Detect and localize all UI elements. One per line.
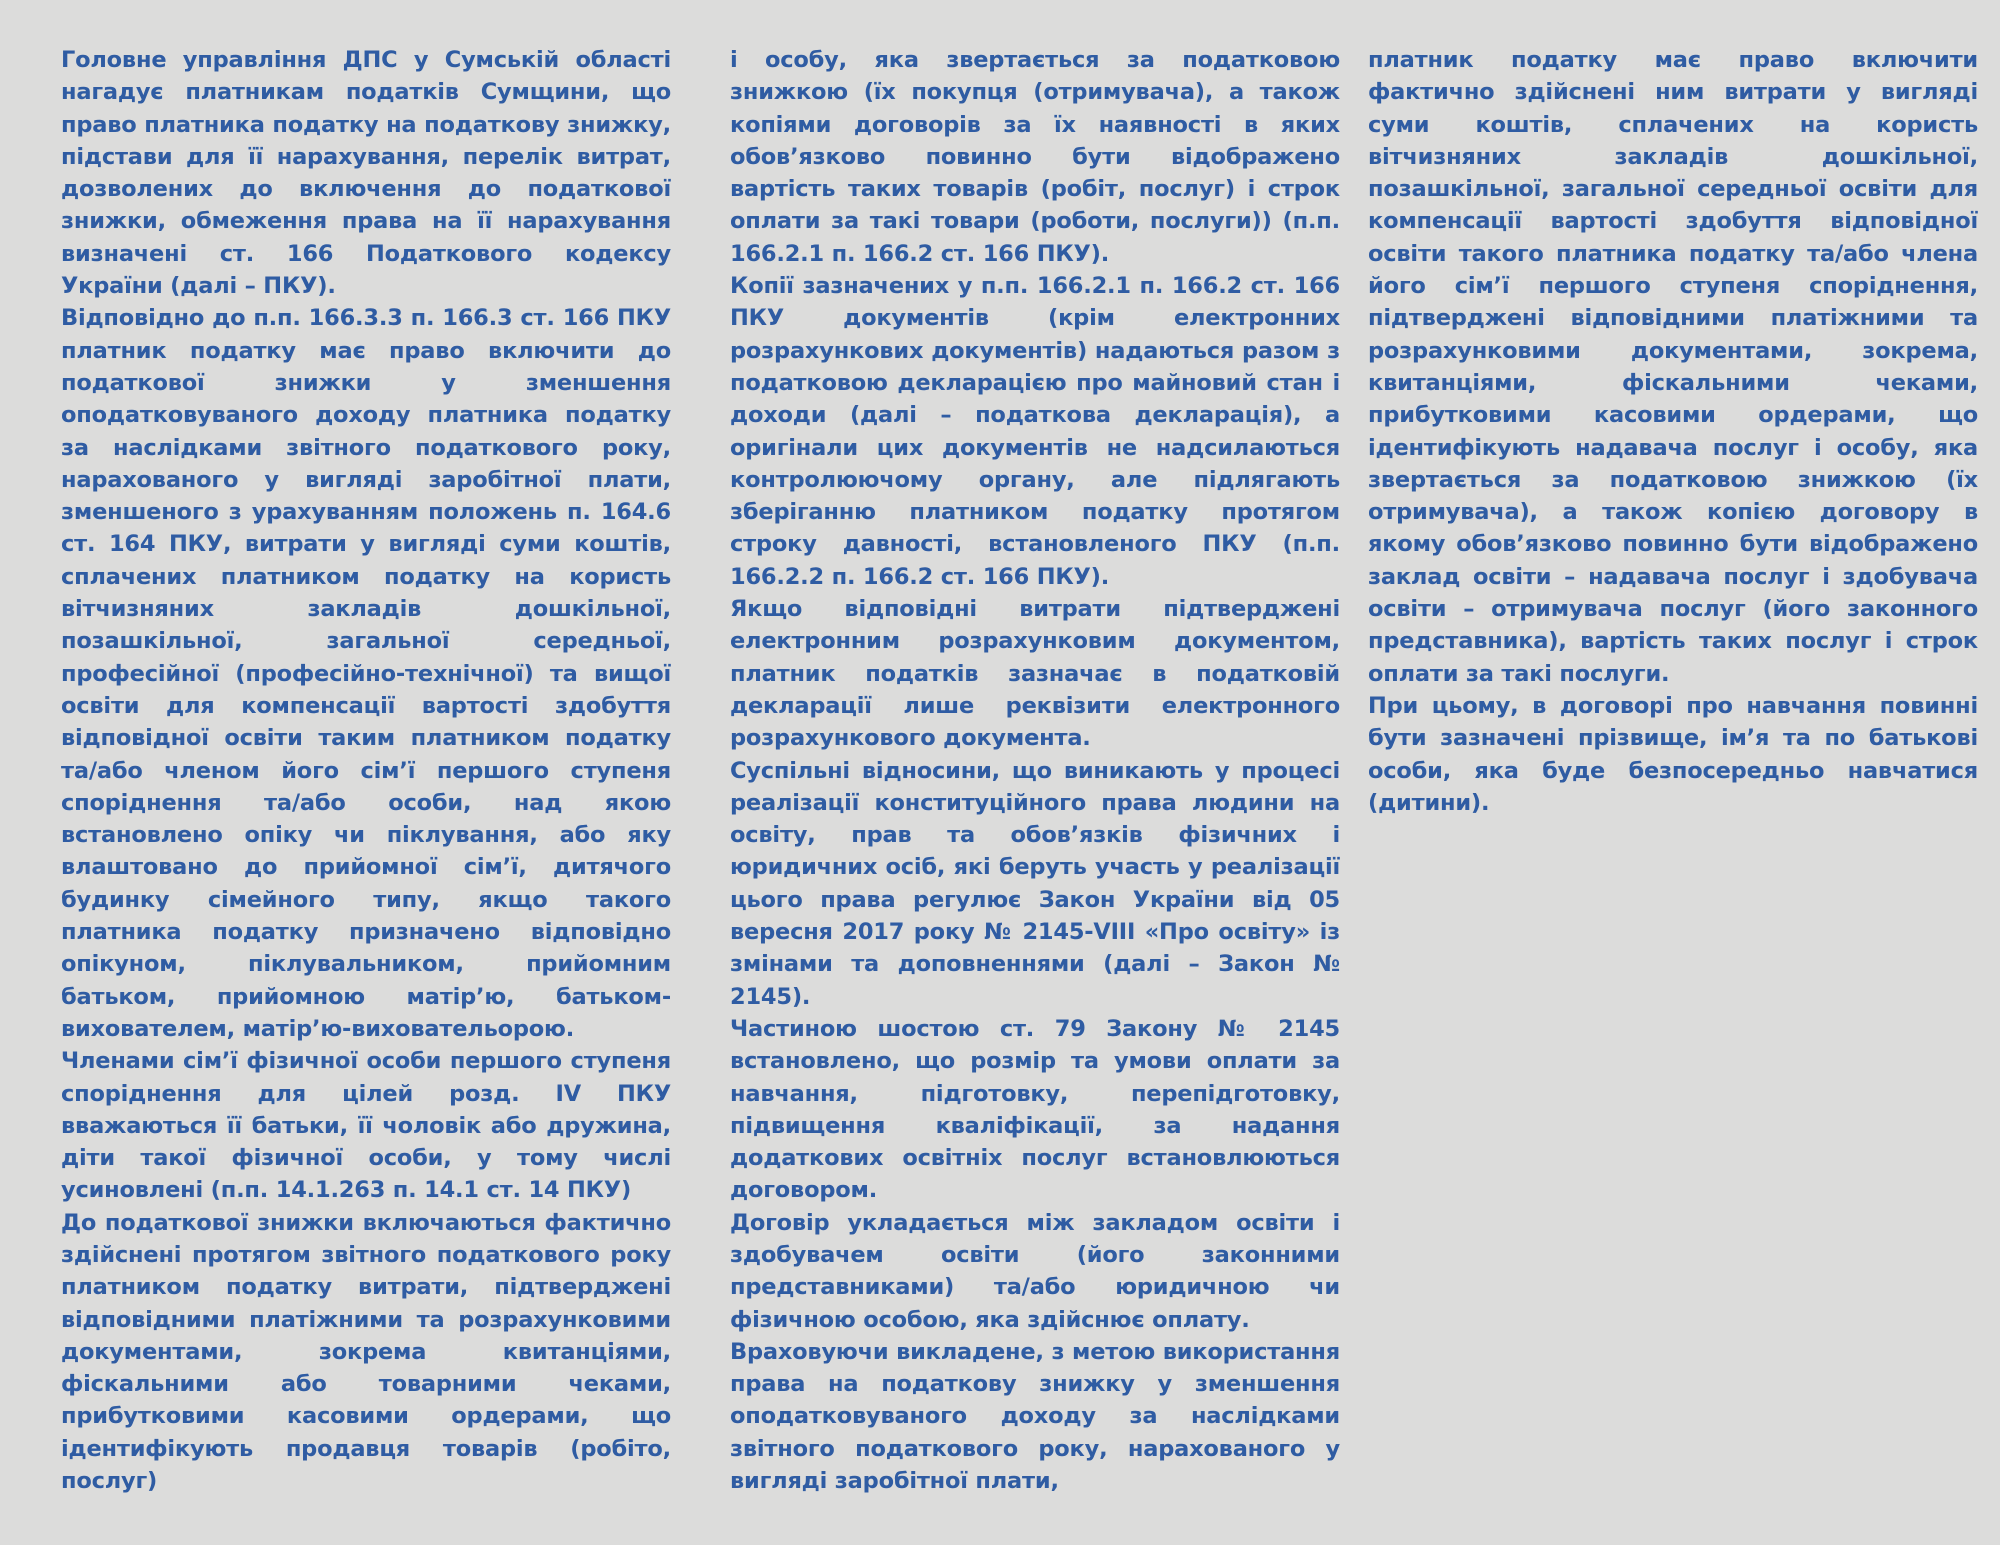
paragraph-family-members: Членами сім’ї фізичної особи першого ступеня споріднення для цілей розд. IV ПКУ вважаються її батьки, її чоловік або дружина, діти такої фізичної особи, у тому числі усиновлені (п.п. 14.1.263 п. 14.1 ст. 14 ПКУ) xyxy=(61,1048,671,1204)
paragraph-pku-166-3-3: Відповідно до п.п. 166.3.3 п. 166.3 ст. 166 ПКУ платник податку має право включити до податкової знижки у зменшення оподатковуваного доходу платника податку за наслідками звітного податкового року, нарахованого у вигляді заробітної плати, зменшеного з урахуванням положень п. 164.6 ст. 164 ПКУ, витрати у вигляді суми коштів, сплачених платником податку на користь вітчизняних закладів дошкільної, позашкільної, загальної середньої, професійної (професійно-технічної) та вищої освіти для компенсації вартості здобуття відповідної освіти таким платником податку та/або членом його сім’ї першого ступеня споріднення та/або особи, над якою встановлено опіку чи піклування, або яку влаштовано до прийомної сім’ї, дитячого будинку сімейного типу, якщо такого платника податку призначено відповідно опікуном, піклувальником, прийомним батьком, прийомною матір’ю, батьком-вихователем, матір’ю-виховательорою. xyxy=(61,305,671,1042)
paragraph-expenses-included: До податкової знижки включаються фактично здійснені протягом звітного податкового року платником податку витрати, підтверджені відповідними платіжними та розрахунковими документами, зокрема квитанціями, фіскальними або товарними чеками, прибутковими касовими ордерами, що ідентифікують продавця товарів (робіто, послуг) xyxy=(61,1209,671,1495)
paragraph-conclusion-start: Враховуючи викладене, з метою використання права на податкову знижку у зменшення оподатковуваного доходу за наслідками звітного податкового року, нарахованого у вигляді заробітної плати, xyxy=(730,1338,1340,1495)
paragraph-document-copies: Копії зазначених у п.п. 166.2.1 п. 166.2 ст. 166 ПКУ документів (крім електронних розрахункових документів) надаються разом з податковою декларацією про майновий стан і доходи (далі – податкова декларація), а оригінали цих документів не надсилаються контролюючому органу, але підлягають зберіганню платником податку протягом строку давності, встановленого ПКУ (п.п. 166.2.2 п. 166.2 ст. 166 ПКУ). xyxy=(730,273,1340,590)
paragraph-education-law: Суспільні відносини, що виникають у процесі реалізації конституційного права людини на освіту, прав та обов’язків фізичних і юридичних осіб, які беруть участь у реалізації цього права регулює Закон України від 05 вересня 2017 року № 2145-VIII «Про освіту» із змінами та доповненнями (далі – Закон № 2145). xyxy=(730,757,1340,1010)
paragraph-contract-requirements: При цьому, в договорі про навчання повинні бути зазначені прізвище, ім’я та по батькові особи, яка буде безпосередньо навчатися (дитини). xyxy=(1368,692,1978,816)
text-column-3 xyxy=(1368,44,1978,819)
paragraph-conclusion-continued: платник податку має право включити фактично здійснені ним витрати у вигляді суми коштів, сплачених на користь вітчизняних закладів дошкільної, позашкільної, загальної середньої освіти для компенсації вартості здобуття відповідної освіти такого платника податку та/або члена його сім’ї першого ступеня споріднення, підтверджені відповідними платіжними та розрахунковими документами, зокрема, квитанціями, фіскальними чеками, прибутковими касовими ордерами, що ідентифікують надавача послуг і особу, яка звертається за податковою знижкою (їх отримувача), а також копією договору в якому обов’язково повинно бути відображено заклад освіти – надавача послуг і здобувача освіти – отримувача послуг (його законного представника), вартість таких послуг і строк оплати за такі послуги. xyxy=(1368,47,1978,687)
paragraph-electronic-documents: Якщо відповідні витрати підтверджені електронним розрахунковим документом, платник податків зазначає в податковій декларації лише реквізити електронного розрахункового документа. xyxy=(730,596,1340,752)
paragraph-contract: Договір укладається між закладом освіти і здобувачем освіти (його законними представниками) та/або юридичною чи фізичною особою, яка здійснює оплату. xyxy=(730,1209,1340,1333)
paragraph-buyer-identification: і особу, яка звертається за податковою знижкою (їх покупця (отримувача), а також копіями договорів за їх наявності в яких обов’язково повинно бути відображено вартість таких товарів (робіт, послуг) і строк оплати за такі товари (роботи, послуги)) (п.п. 166.2.1 п. 166.2 ст. 166 ПКУ). xyxy=(730,47,1340,267)
paragraph-intro: Головне управління ДПС у Сумській області нагадує платникам податків Сумщини, що право платника податку на податкову знижку, підстави для її нарахування, перелік витрат, дозволених до включення до податкової знижки, обмеження права на її нарахування визначені ст. 166 Податкового кодексу України (далі – ПКУ). xyxy=(61,47,671,300)
text-column-1 xyxy=(61,44,671,1497)
paragraph-article-79: Частиною шостою ст. 79 Закону № 2145 встановлено, що розмір та умови оплати за навчання, підготовку, перепідготовку, підвищення кваліфікації, за надання додаткових освітніх послуг встановлюються договором. xyxy=(730,1015,1340,1204)
text-column-2 xyxy=(730,44,1340,1497)
